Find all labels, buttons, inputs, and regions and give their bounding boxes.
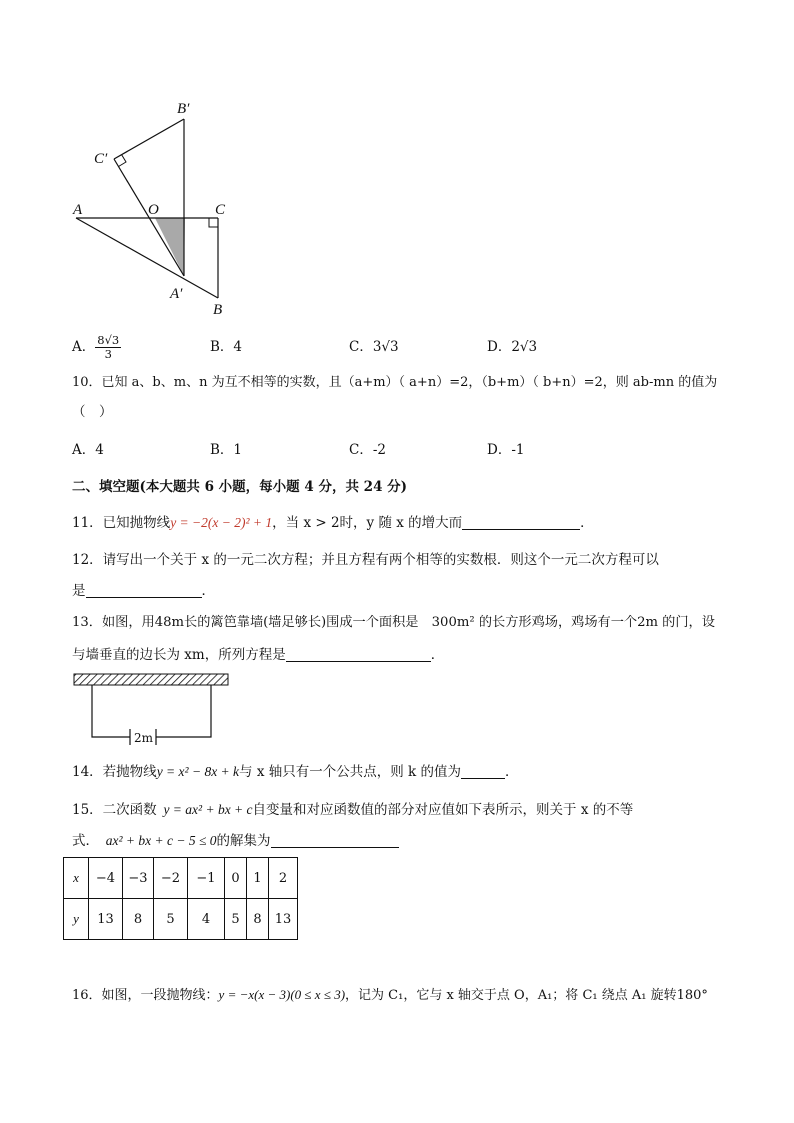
- fence-outline: [92, 685, 130, 737]
- q9-figure: [60, 95, 240, 325]
- q16-prefix: 16．如图，一段抛物线：: [72, 988, 219, 1003]
- q13-end: ．: [430, 647, 445, 663]
- table-cell: 5: [154, 899, 188, 940]
- q12-question: 12．请写出一个关于 x 的一元二次方程；并且方程有两个相等的实数根．则这个一元二次方程可以: [72, 552, 659, 568]
- label-a-prime: A′: [170, 286, 183, 302]
- q10-paren: （ ）: [72, 404, 113, 420]
- option-d-value: 2√3: [511, 339, 538, 355]
- q15-inequality: ax² + bx + c − 5 ≤ 0: [105, 833, 217, 848]
- q16-middle: ，记为 C₁，它与 x 轴交于点 O，A₁；将 C₁ 绕点 A₁ 旋转180°: [345, 988, 708, 1003]
- option-c-value: 3√3: [372, 339, 399, 355]
- table-cell: −1: [188, 858, 225, 899]
- q14-formula: y = x² − 8x + k: [156, 764, 240, 779]
- q14-end: ．: [505, 764, 519, 780]
- label-b-prime: B′: [177, 101, 190, 117]
- table-cell: 4: [188, 899, 225, 940]
- q10-option-a: A．4: [72, 442, 104, 458]
- table-cell: y: [64, 899, 89, 940]
- q10-option-c: C．-2: [349, 442, 386, 458]
- q9-option-b: B．4: [210, 339, 243, 355]
- table-cell: 8: [123, 899, 154, 940]
- line-bp-cp: [114, 119, 184, 159]
- q11-prefix: 11．已知抛物线: [72, 515, 171, 531]
- label-c: C: [215, 202, 226, 218]
- right-angle-c: [209, 218, 218, 227]
- label-o: O: [148, 202, 159, 218]
- table-row: [64, 899, 298, 940]
- door-label: 2m: [134, 731, 154, 745]
- q14-middle: 与 x 轴只有一个公共点，则 k 的值为: [239, 764, 462, 780]
- q14-question: [72, 763, 519, 781]
- option-c-label: C．: [349, 339, 373, 355]
- table-cell: 0: [225, 858, 247, 899]
- q14-answer-blank[interactable]: [461, 764, 505, 779]
- table-cell: 1: [247, 858, 269, 899]
- label-a: A: [73, 202, 83, 218]
- q9-option-a: [72, 334, 121, 361]
- q12-answer-blank[interactable]: [86, 583, 202, 598]
- table-cell: −4: [89, 858, 123, 899]
- q15-line2-prefix: 式．: [72, 833, 99, 849]
- table-row: [64, 858, 298, 899]
- q13-question: 13．如图，用48m长的篱笆靠墙(墙足够长)围成一个面积是 300m² 的长方形鸡场，鸡场有一个2m 的门，设: [72, 615, 715, 630]
- q10-option-d: D．-1: [487, 442, 525, 458]
- table-cell: −3: [123, 858, 154, 899]
- q16-question: [72, 986, 708, 1005]
- q13-answer-line: [72, 646, 444, 664]
- q15-answer-line: [72, 832, 399, 850]
- q9-option-d: [487, 338, 537, 356]
- fraction-denominator: 3: [104, 347, 112, 361]
- table-cell: 8: [247, 899, 269, 940]
- table-cell: 13: [269, 899, 298, 940]
- option-a-fraction: [95, 334, 121, 361]
- table-cell: 2: [269, 858, 298, 899]
- q14-prefix: 14．若抛物线: [72, 764, 157, 780]
- q12-answer-line: [72, 582, 215, 600]
- fence-outline-right: [156, 685, 211, 737]
- line-a-b: [76, 218, 218, 298]
- q16-formula: y = −x(x − 3)(0 ≤ x ≤ 3): [218, 987, 346, 1002]
- q15-prefix: 15．二次函数: [72, 802, 157, 818]
- table-cell: 13: [89, 899, 123, 940]
- q11-end: ．: [580, 515, 594, 531]
- q11-formula: y = −2(x − 2)² + 1: [170, 515, 273, 530]
- q13-figure: [70, 670, 235, 750]
- table-cell: −2: [154, 858, 188, 899]
- q13-answer-blank[interactable]: [286, 647, 431, 662]
- label-b: B: [213, 302, 223, 318]
- q11-middle: ，当 x > 2时，y 随 x 的增大而: [272, 515, 463, 531]
- option-a-label: A．: [72, 339, 96, 355]
- wall-icon: [74, 674, 228, 685]
- q9-option-c: [349, 338, 399, 356]
- q15-line2-suffix: 的解集为: [216, 833, 271, 849]
- q15-suffix: 自变量和对应函数值的部分对应值如下表所示，则关于 x 的不等: [252, 802, 634, 818]
- q13-line2-prefix: 与墙垂直的边长为 xm，所列方程是: [72, 647, 286, 663]
- q15-formula: y = ax² + bx + c: [163, 802, 253, 817]
- q15-question: [72, 801, 633, 819]
- q10-question: 10．已知 a、b、m、n 为互不相等的实数，且（a+m）（ a+n）=2，（b+m）（ b+n）=2，则 ab-mn 的值为: [72, 375, 718, 390]
- option-d-label: D．: [487, 339, 512, 355]
- q11-answer-blank[interactable]: [462, 515, 580, 530]
- q11-question: [72, 514, 594, 532]
- fraction-numerator: 8√3: [97, 333, 120, 347]
- table-cell: 5: [225, 899, 247, 940]
- q15-answer-blank[interactable]: [271, 833, 399, 848]
- table-cell: x: [64, 858, 89, 899]
- q12-line2-prefix: 是: [72, 583, 86, 599]
- q15-value-table: [63, 857, 298, 940]
- q12-end: ．: [201, 583, 215, 599]
- section-heading: 二、填空题(本大题共 6 小题，每小题 4 分，共 24 分): [72, 479, 408, 495]
- shaded-region: [155, 218, 185, 276]
- label-c-prime: C′: [94, 151, 108, 167]
- q10-option-b: B．1: [210, 442, 243, 458]
